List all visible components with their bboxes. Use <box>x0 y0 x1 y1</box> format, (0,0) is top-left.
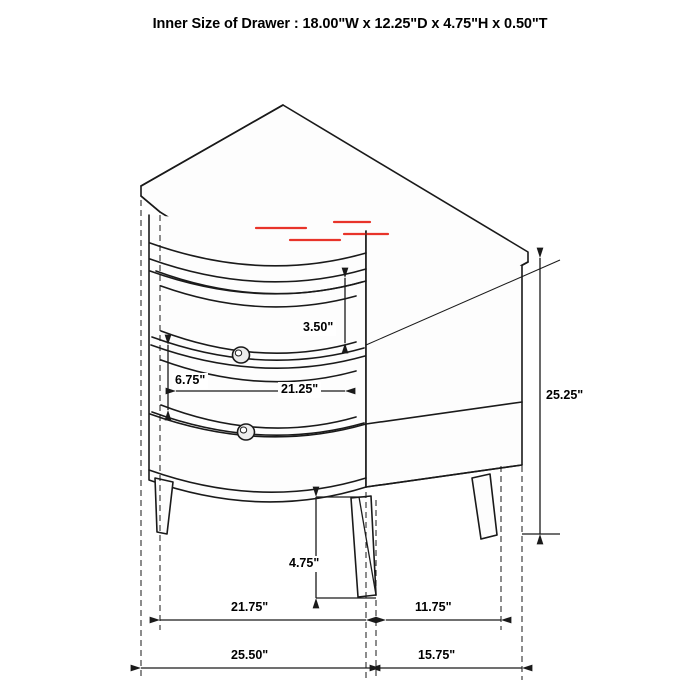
dimension-label-6-75: 6.75" <box>172 373 208 389</box>
page-title: Inner Size of Drawer : 18.00"W x 12.25"D x 4.75"H x 0.50"T <box>152 16 548 32</box>
dimension-label-4-75: 4.75" <box>286 556 322 572</box>
front-panel <box>149 215 366 502</box>
dimension-label-25-25: 25.25" <box>543 388 586 404</box>
leg-back-right <box>472 474 497 539</box>
dimension-label-3-50: 3.50" <box>300 320 336 336</box>
dimension-label-21-75: 21.75" <box>228 600 271 616</box>
cabinet-body <box>141 105 528 597</box>
dimension-label-21-25: 21.25" <box>278 382 321 398</box>
dimension-label-11-75: 11.75" <box>412 600 455 616</box>
right-side-panel <box>366 231 522 487</box>
dimension-label-15-75: 15.75" <box>415 648 458 664</box>
dimension-label-25-50: 25.50" <box>228 648 271 664</box>
leg-front-right <box>351 496 376 597</box>
leg-front-left <box>155 478 173 534</box>
